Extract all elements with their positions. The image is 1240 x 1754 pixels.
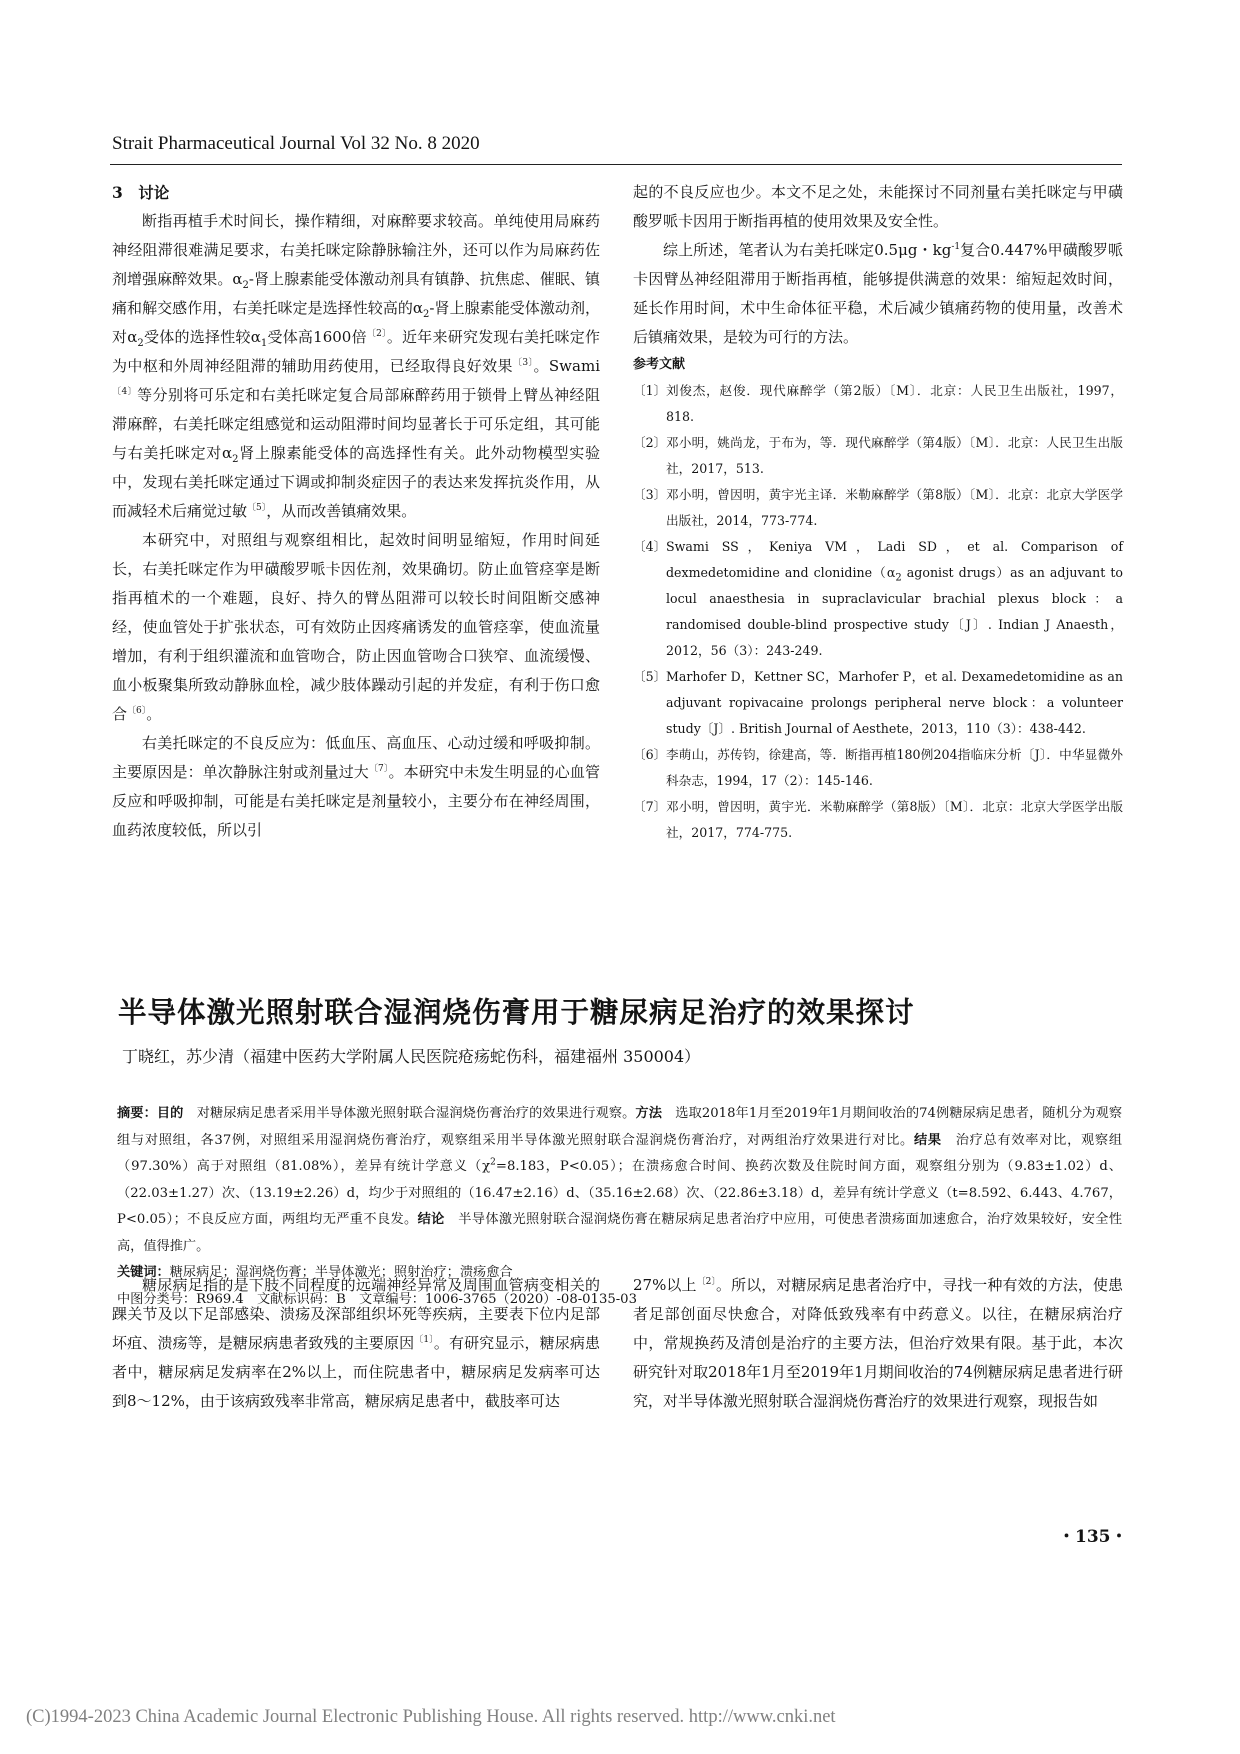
copyright-watermark: (C)1994-2023 China Academic Journal Electronic Publishing House. All rights reserved. http://www.cnki.net <box>26 1707 836 1727</box>
page-number: ・135・ <box>1058 1527 1128 1547</box>
reference-item: 〔1〕 刘俊杰，赵俊．现代麻醉学（第2版）〔M〕．北京：人民卫生出版社，1997，818. <box>633 383 1123 424</box>
citation: 〔1〕 <box>414 1335 434 1345</box>
article-title: 半导体激光照射联合湿润烧伤膏用于糖尿病足治疗的效果探讨 <box>118 995 915 1029</box>
reference-item: 〔4〕 Swami SS，Keniya VM，Ladi SD，et al. Comparison of dexmedetomidine and $clonidine(\alpha_2$ agonist drugs）as an adjuvant to locul anaesthesia in supraclavicular brachial plexus block：a randomised double-blind prospective study〔J〕. Indian J Anaesth，2012，56（3）：243-249. <box>633 539 1123 658</box>
body-paragraph: 糖尿病足指的是下肢不同程度的远端神经异常及周围血管病变相关的踝关节及以下足部感染、溃疡及深部组织坏死等疾病，主要表下位内足部坏疽、溃疡等，是糖尿病患者致残的主要原因$^{〔1〕}$。有研究显示，糖尿病患者中，糖尿病足发病率在2%以上，而住院患者中，糖尿病足发病率可达到8～12%，由于该病致残率非常高，糖尿病足患者中，截肢率可达 <box>112 1276 600 1410</box>
citation: 〔2〕 <box>696 1277 717 1287</box>
keywords: 关键词：糖尿病足；湿润烧伤膏；半导体激光；照射治疗；溃疡愈合 <box>117 1265 513 1280</box>
discussion-paragraph: 断指再植手术时间长，操作精细，对麻醉要求较高。单纯使用局麻药神经阻滞很难满足要求，右美托咪定除静脉输注外，还可以作为局麻药佐剂增强麻醉效果。$\alpha_2-$肾上腺素能受体激动剂具有镇静、抗焦虑、催眠、镇痛和解交感作用，右美托咪定是选择性较高的$\alpha_2-$肾上腺素能受体激动剂，对$\alpha_2$受体的选择性较$\alpha_1$受体高1600倍$^{〔2〕}$。近年来研究发现右美托咪定作为中枢和外周神经阻滞的辅助用药使用，已经取得良好效果$^{〔3〕}$。Swami$^{〔4〕}$等分别将可乐定和右美托咪定复合局部麻醉药用于锁骨上臂丛神经阻滞麻醉，右美托咪定组感觉和运动阻滞时间均显著长于可乐定组，其可能与右美托咪定对$\alpha_2$肾上腺素能受体的高选择性有关。此外动物模型实验中，发现右美托咪定通过下调或抑制炎症因子的表达来发挥抗炎作用，从而减轻术后痛觉过敏$^{〔5〕}$，从而改善镇痛效果。 <box>112 212 600 520</box>
citation: 〔2〕 <box>366 329 387 339</box>
citation: 〔7〕 <box>368 764 389 774</box>
conclusion-paragraph: 综上所述，笔者认为右美托咪定0.5μg・$kg^{-1}$复合0.447%甲磺酸罗哌卡因臂丛神经阻滞用于断指再植，能够提供满意的效果：缩短起效时间，延长作用时间，术中生命体征平稳，术后减少镇痛药物的使用量，改善术后镇痛效果，是较为可行的方法。 <box>633 241 1123 346</box>
references-list <box>633 378 1123 846</box>
reference-item: 〔5〕 Marhofer D，Kettner SC，Marhofer P，et al. Dexamedetomidine as an adjuvant ropivacaine prolongs peripheral nerve block：a volunteer study〔J〕. British Journal of Aesthete，2013，110（3）：438-442. <box>633 669 1123 736</box>
article-authors: 丁晓红，苏少清（福建中医药大学附属人民医院疮疡蛇伤科，福建福州 350004） <box>122 1047 701 1066</box>
reference-item: 〔7〕 邓小明，曾因明，黄宇光．米勒麻醉学（第8版）〔M〕．北京：北京大学医学出版社，2017，774-775. <box>633 799 1123 840</box>
header-rule <box>110 164 1122 165</box>
references-heading: 参考文献 <box>633 357 686 372</box>
discussion-column <box>112 178 600 845</box>
discussion-paragraph: 右美托咪定的不良反应为：低血压、高血压、心动过缓和呼吸抑制。主要原因是：单次静脉注射或剂量过大$^{〔7〕}$。本研究中未发生明显的心血管反应和呼吸抑制，可能是右美托咪定是剂量较小，主要分布在神经周围，血药浓度较低，所以引 <box>112 734 600 839</box>
running-head: Strait Pharmaceutical Journal Vol 32 No. 8 2020 <box>112 133 480 154</box>
citation: 〔3〕 <box>512 358 534 368</box>
discussion-continued-column <box>633 178 1123 846</box>
classification-line: 中图分类号：R969.4 文献标识码：B 文章编号：1006-3765（2020）-08-0135-03 <box>117 1291 637 1307</box>
citation: 〔6〕 <box>127 706 147 716</box>
discussion-paragraph: 本研究中，对照组与观察组相比，起效时间明显缩短，作用时间延长，右美托咪定作为甲磺酸罗哌卡因佐剂，效果确切。防止血管痉挛是断指再植术的一个难题，良好、持久的臂丛阻滞可以较长时间阻断交感神经，使血管处于扩张状态，可有效防止因疼痛诱发的血管痉挛，使血流量增加，有利于组织灌流和血管吻合，防止因血管吻合口狭窄、血流缓慢、血小板聚集所致动静脉血栓，减少肢体躁动引起的并发症，有利于伤口愈合$^{〔6〕}$。 <box>112 531 600 723</box>
citation: 〔5〕 <box>247 503 267 513</box>
section-heading-discussion: 3 讨论 <box>112 183 170 202</box>
reference-item: 〔6〕 李萌山，苏传钧，徐建高，等．断指再植180例204指临床分析〔J〕．中华显微外科杂志，1994，17（2）：145-146. <box>633 747 1123 788</box>
body-column-right <box>633 1271 1123 1416</box>
reference-item: 〔3〕 邓小明，曾因明，黄宇光主译．米勒麻醉学（第8版）〔M〕．北京：北京大学医学出版社，2014，773-774. <box>633 487 1123 528</box>
discussion-continuation: 起的不良反应也少。本文不足之处，未能探讨不同剂量右美托咪定与甲磺酸罗哌卡因用于断指再植的使用效果及安全性。 <box>633 183 1123 230</box>
body-paragraph-continued: 27%以上$^{〔2〕}$。所以，对糖尿病足患者治疗中，寻找一种有效的方法，使患者足部创面尽快愈合，对降低致残率有中药意义。以往，在糖尿病治疗中，常规换药及清创是治疗的主要方法，但治疗效果有限。基于此，本次研究针对取2018年1月至2019年1月期间收治的74例糖尿病足患者进行研究，对半导体激光照射联合湿润烧伤膏治疗的效果进行观察，现报告如 <box>633 1276 1123 1410</box>
body-column-left <box>112 1271 600 1416</box>
abstract: 摘要：目的 对糖尿病足患者采用半导体激光照射联合湿润烧伤膏治疗的效果进行观察。方法 选取2018年1月至2019年1月期间收治的74例糖尿病足患者，随机分为观察组与对照组，各37例，对照组采用湿润烧伤膏治疗，观察组采用半导体激光照射联合湿润烧伤膏治疗，对两组治疗效果进行对比。结果 治疗总有效率对比，观察组（97.30%）高于对照组（81.08%），差异有统计学意义（$\chi^2=8.183$，P<0.05）；在溃疡愈合时间、换药次数及住院时间方面，观察组分别为（9.83±1.02）d、（22.03±1.27）次、（13.19±2.26）d，均少于对照组的（16.47±2.16）d、（35.16±2.68）次、（22.86±3.18）d，差异有统计学意义（t=8.592、6.443、4.767，P<0.05）；不良反应方面，两组均无严重不良发。结论 半导体激光照射联合湿润烧伤膏在糖尿病足患者治疗中应用，可使患者溃疡面加速愈合，治疗效果较好，安全性高，值得推广。 <box>117 1106 1123 1254</box>
citation: 〔4〕 <box>112 387 138 397</box>
reference-item: 〔2〕 邓小明，姚尚龙，于布为，等．现代麻醉学（第4版）〔M〕．北京：人民卫生出版社，2017，513. <box>633 435 1123 476</box>
